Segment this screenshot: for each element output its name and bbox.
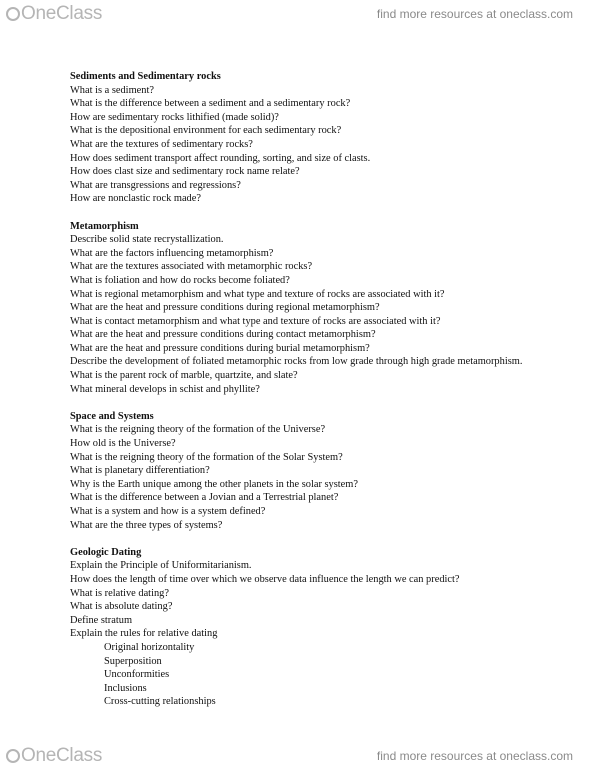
question: What mineral develops in schist and phyllite? — [70, 383, 260, 395]
question: What is contact metamorphism and what type and texture of rocks are associated with it? — [70, 315, 441, 327]
question: Describe solid state recrystallization. — [70, 234, 224, 246]
resources-link[interactable]: find more resources at oneclass.com — [376, 749, 573, 763]
question: How are sedimentary rocks lithified (made solid)? — [70, 111, 279, 123]
oneclass-logo[interactable] — [6, 3, 102, 25]
question: What is the depositional environment for each sedimentary rock? — [70, 125, 342, 137]
question: What is the difference between a sediment and a sedimentary rock? — [70, 98, 351, 110]
question: What is relative dating? — [70, 587, 169, 599]
question: What is the difference between a Jovian and a Terrestrial planet? — [70, 492, 339, 504]
question: How does clast size and sedimentary rock name relate? — [70, 166, 300, 178]
logo-ring-icon — [6, 7, 20, 21]
question: What are the factors influencing metamorphism? — [70, 247, 274, 259]
logo-text: OneClass — [21, 3, 103, 24]
section-geologic-dating — [70, 546, 580, 709]
question: How does the length of time over which we observe data influence the length we can predict? — [70, 573, 460, 585]
question: Explain the Principle of Uniformitarianism. — [70, 560, 252, 572]
question: How old is the Universe? — [70, 438, 176, 450]
question: What is a system and how is a system defined? — [70, 506, 266, 517]
section-heading: Sediments and Sedimentary rocks — [70, 71, 221, 82]
footer-bar — [0, 742, 595, 768]
rule-item: Unconformities — [104, 669, 170, 681]
question: What are the three types of systems? — [70, 519, 223, 531]
section-metamorphism — [70, 220, 580, 397]
section-heading: Space and Systems — [70, 410, 154, 422]
question: What are the heat and pressure conditions during contact metamorphism? — [70, 329, 376, 341]
resources-link[interactable]: find more resources at oneclass.com — [376, 7, 573, 21]
rule-item: Inclusions — [104, 682, 147, 694]
question: What is the reigning theory of the formation of the Solar System? — [70, 451, 343, 463]
rule-item: Original horizontality — [104, 641, 195, 653]
question: How are nonclastic rock made? — [70, 193, 201, 205]
document-body — [70, 70, 580, 723]
question: What is absolute dating? — [70, 601, 173, 613]
question: Why is the Earth unique among the other planets in the solar system? — [70, 478, 358, 490]
question: What are the textures associated with metamorphic rocks? — [70, 261, 313, 273]
question: What is the parent rock of marble, quartzite, and slate? — [70, 370, 298, 382]
question: What are the heat and pressure conditions during regional metamorphism? — [70, 302, 380, 314]
question: What is the reigning theory of the formation of the Universe? — [70, 424, 326, 436]
question: What are the textures of sedimentary rocks? — [70, 138, 253, 150]
oneclass-logo[interactable] — [6, 745, 102, 767]
section-sediments — [70, 70, 580, 206]
section-space-systems — [70, 410, 580, 532]
question: What is a sediment? — [70, 84, 154, 96]
section-heading: Geologic Dating — [70, 546, 142, 558]
question: What is regional metamorphism and what type and texture of rocks are associated with it? — [70, 288, 445, 300]
logo-ring-icon — [6, 749, 20, 763]
rule-item: Cross-cutting relationships — [104, 696, 216, 708]
question: What are the heat and pressure conditions during burial metamorphism? — [70, 342, 370, 354]
question: How does sediment transport affect rounding, sorting, and size of clasts. — [70, 152, 371, 164]
rule-item: Superposition — [104, 655, 162, 667]
question: Define stratum — [70, 614, 133, 626]
question: What are transgressions and regressions? — [70, 179, 241, 191]
question: What is planetary differentiation? — [70, 465, 210, 477]
section-heading: Metamorphism — [70, 220, 139, 232]
question: Describe the development of foliated metamorphic rocks from low grade through high grade metamorphism. — [70, 356, 523, 368]
logo-text: OneClass — [21, 745, 103, 766]
question: Explain the rules for relative dating — [70, 628, 218, 640]
header-bar — [0, 0, 595, 26]
question: What is foliation and how do rocks become foliated? — [70, 274, 290, 286]
